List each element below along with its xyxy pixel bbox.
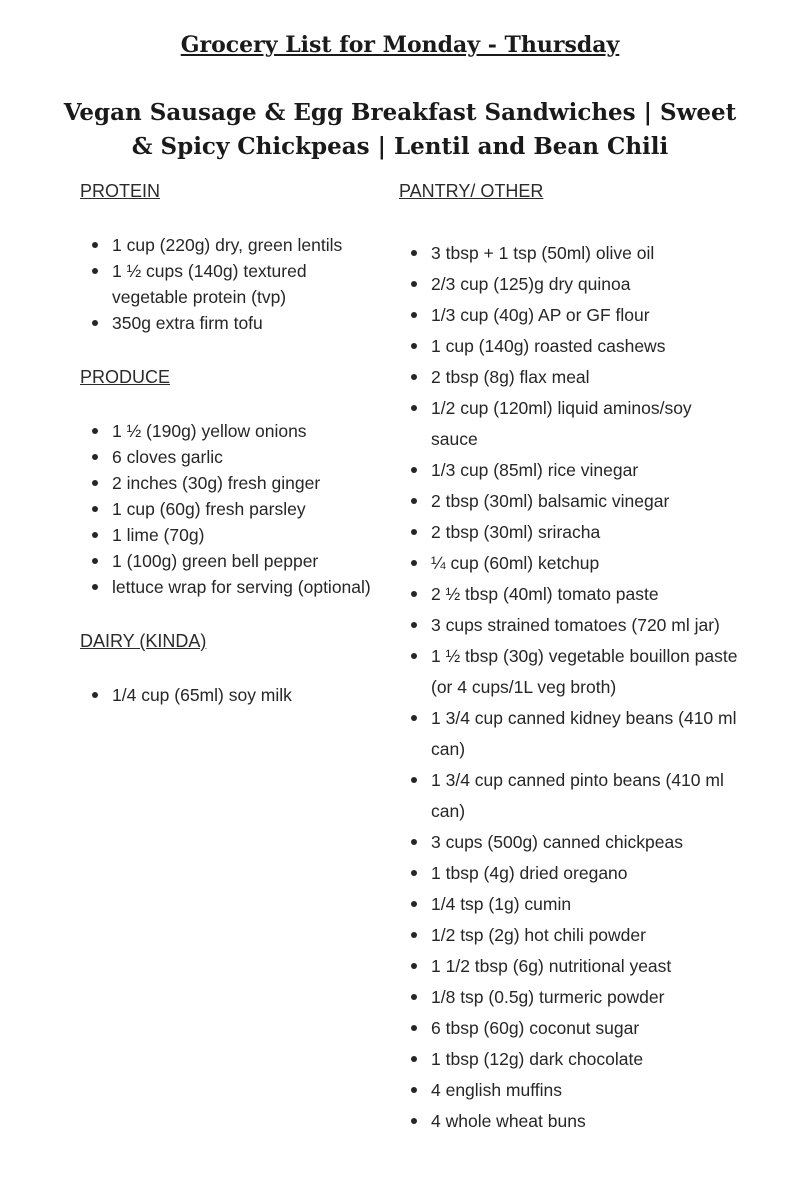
list-item: 1 tbsp (12g) dark chocolate: [399, 1044, 739, 1075]
produce-list: [80, 418, 380, 600]
list-item: 3 cups (500g) canned chickpeas: [399, 827, 739, 858]
list-item: 1/2 tsp (2g) hot chili powder: [399, 920, 739, 951]
protein-section: [80, 178, 380, 336]
list-item: 3 tbsp + 1 tsp (50ml) olive oil: [399, 238, 739, 269]
list-item: 3 cups strained tomatoes (720 ml jar): [399, 610, 739, 641]
list-item: 1 cup (140g) roasted cashews: [399, 331, 739, 362]
protein-list: [80, 232, 380, 336]
page-title: Grocery List for Monday - Thursday: [180, 32, 620, 58]
produce-section: [80, 364, 380, 600]
right-column: [399, 178, 739, 1137]
protein-heading: PROTEIN: [80, 181, 161, 201]
produce-heading: PRODUCE: [80, 367, 171, 387]
list-item: 2 tbsp (8g) flax meal: [399, 362, 739, 393]
list-item: 1/2 cup (120ml) liquid aminos/soy sauce: [399, 393, 739, 455]
dairy-section: [80, 628, 380, 708]
list-item: 1/8 tsp (0.5g) turmeric powder: [399, 982, 739, 1013]
list-item: 1 lime (70g): [80, 522, 380, 548]
list-item: 4 whole wheat buns: [399, 1106, 739, 1137]
list-item: 2 inches (30g) fresh ginger: [80, 470, 380, 496]
list-item: 1 3/4 cup canned kidney beans (410 ml can): [399, 703, 739, 765]
list-item: 2 tbsp (30ml) balsamic vinegar: [399, 486, 739, 517]
list-item: 1 ½ cups (140g) textured vegetable protein (tvp): [80, 258, 380, 310]
pantry-heading: PANTRY/ OTHER: [399, 181, 544, 201]
list-item: 1/3 cup (40g) AP or GF flour: [399, 300, 739, 331]
dairy-heading: DAIRY (KINDA): [80, 631, 207, 651]
list-item: lettuce wrap for serving (optional): [80, 574, 380, 600]
list-item: 1/3 cup (85ml) rice vinegar: [399, 455, 739, 486]
list-item: 2/3 cup (125)g dry quinoa: [399, 269, 739, 300]
list-item: 1 ½ tbsp (30g) vegetable bouillon paste (or 4 cups/1L veg broth): [399, 641, 739, 703]
list-item: 1 cup (220g) dry, green lentils: [80, 232, 380, 258]
list-item: 1 ½ (190g) yellow onions: [80, 418, 380, 444]
list-item: 1 cup (60g) fresh parsley: [80, 496, 380, 522]
list-item: 1 1/2 tbsp (6g) nutritional yeast: [399, 951, 739, 982]
recipe-subtitle: Vegan Sausage & Egg Breakfast Sandwiches | Sweet & Spicy Chickpeas | Lentil and Bean Chili: [63, 99, 737, 160]
pantry-list: [399, 238, 739, 1137]
list-item: 2 tbsp (30ml) sriracha: [399, 517, 739, 548]
list-item: 4 english muffins: [399, 1075, 739, 1106]
dairy-list: [80, 682, 380, 708]
list-item: 2 ½ tbsp (40ml) tomato paste: [399, 579, 739, 610]
list-item: ¼ cup (60ml) ketchup: [399, 548, 739, 579]
list-item: 1 3/4 cup canned pinto beans (410 ml can): [399, 765, 739, 827]
left-column: [80, 178, 380, 736]
list-item: 1/4 cup (65ml) soy milk: [80, 682, 380, 708]
list-item: 1 tbsp (4g) dried oregano: [399, 858, 739, 889]
list-item: 1 (100g) green bell pepper: [80, 548, 380, 574]
list-item: 6 cloves garlic: [80, 444, 380, 470]
list-item: 350g extra firm tofu: [80, 310, 380, 336]
pantry-section: [399, 178, 739, 1137]
list-item: 1/4 tsp (1g) cumin: [399, 889, 739, 920]
list-item: 6 tbsp (60g) coconut sugar: [399, 1013, 739, 1044]
